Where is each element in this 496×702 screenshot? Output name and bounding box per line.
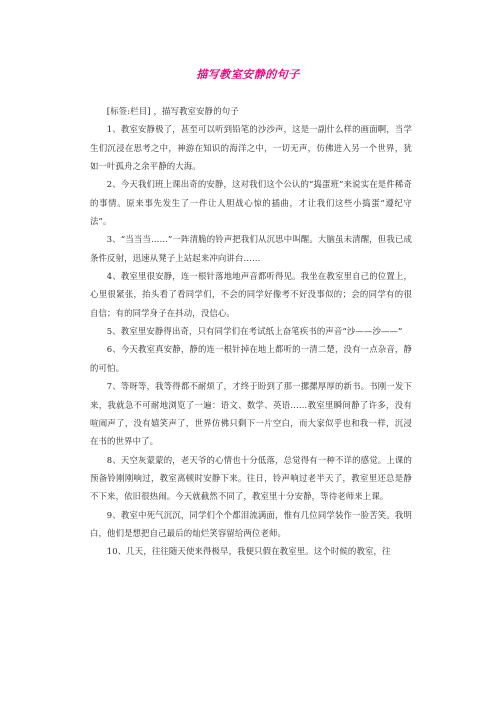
paragraph: 1、教室安静极了，甚至可以听到铅笔的沙沙声，这是一副什么样的画面啊，当学生们沉浸在思考之中，神游在知识的海洋之中，一切无声，仿佛进入另一个世界，犹如一叶孤舟之余平静的大海。 <box>90 124 412 172</box>
paragraph: 5、教室里安静得出奇，只有同学们在考试纸上奋笔疾书的声音“沙——沙——” <box>106 326 403 337</box>
paragraph-tag-line: [标签:栏目] ，描写教室安静的句子 <box>106 106 239 116</box>
paragraph: 10、几天，往往随天使来得极早，我便只假在教室里。这个时候的教室，往 <box>106 546 391 557</box>
paragraph: 9、教室中死气沉沉，同学们个个都泪流满面，惟有几位同学装作一脸苦笑。我明白，他们是想把自己最后的灿烂笑容留给两位老师。 <box>90 509 412 538</box>
paragraph: 4、教室里很安静，连一根针落地地声音都听得见。我坐在教室里自己的位置上，心里很紧张，抬头看了看同学们，不会的同学好像考不好没事似的；会的同学有的很自信；有的同学身子在抖动，没信心。 <box>90 271 412 318</box>
document-title: 描写教室安静的句子 <box>196 68 300 81</box>
paragraph: 2、今天我们班上课出奇的安静，这对我们这个公认的“捣蛋班”来说实在是件稀奇的事情。原来事先发生了一件让人胆战心惊的插曲，才让我们这些小捣蛋“遵纪守法”。 <box>90 179 412 227</box>
document-body <box>90 102 412 561</box>
paragraph: 3、“当当当……”一阵清脆的铃声把我们从沉思中叫醒。大脑虽未清醒，但我已成条件反射，迅速从凳子上站起来冲向讲台…… <box>90 234 412 263</box>
paragraph: 6、今天教室真安静，静的连一根针掉在地上都听的一清二楚，没有一点杂音，静的可怕。 <box>90 344 412 373</box>
paragraph: 8、天空灰蒙蒙的，老天爷的心情也十分低落，总觉得有一种不详的感觉。上课的预备铃刚刚响过，教室离顿时安静下来。往日，铃声响过老半天了，教室里还总是静不下来，依旧很热闹。今天就截然不同了，教室里十分安静，等待老师来上课。 <box>90 454 412 502</box>
paragraph: 7、等呀等，我等得都不耐烦了，才终于盼到了那一摞摞厚厚的新书。书刚一发下来，我就急不可耐地浏览了一遍：语文、数学、英语……教室里瞬间静了许多，没有喧闹声了，没有嬉笑声了，世界仿佛只剩下一片空白，而大家似乎也和我一样，沉浸在书的世界中了。 <box>90 381 412 447</box>
